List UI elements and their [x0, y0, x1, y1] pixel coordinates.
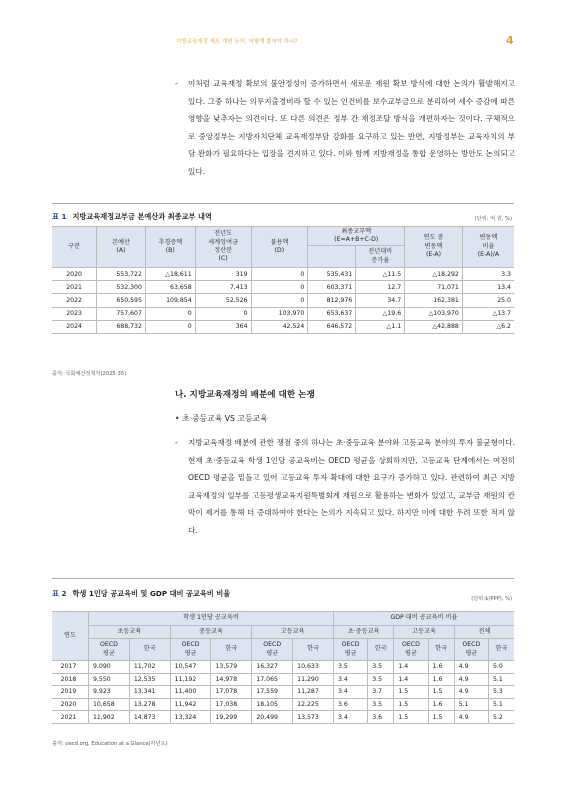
table1-cell: 13.4 — [462, 281, 514, 294]
th-level: 전체 — [454, 626, 514, 639]
table2-row — [52, 698, 514, 711]
th-korea: 한국 — [211, 639, 252, 661]
table2-cell: 16,327 — [252, 661, 293, 674]
table2-cell: 9,923 — [89, 686, 130, 699]
table2-cell: 3.4 — [333, 711, 367, 724]
bullet-item — [175, 413, 268, 424]
table2-cell: 10,547 — [170, 661, 211, 674]
table1-cell: 42,524 — [251, 320, 308, 333]
table2-cell: 14,978 — [211, 673, 252, 686]
th-level: 초·중등교육 — [333, 626, 393, 639]
table2-cell: 4.9 — [454, 673, 488, 686]
th-year: 연도 — [52, 612, 89, 661]
table2-cell: 1.5 — [394, 698, 428, 711]
table1 — [52, 226, 514, 334]
table1-cell: △19.6 — [356, 307, 405, 320]
table2-cell: 3.4 — [333, 686, 367, 699]
table2-cell: 13,573 — [293, 711, 334, 724]
table2-cell: 3.4 — [333, 673, 367, 686]
table1-cell: 25.0 — [462, 294, 514, 307]
table2-row — [52, 673, 514, 686]
th-yearchg: 연도 중 변동액 (E-A) — [405, 227, 463, 268]
table1-cell: △6.2 — [462, 320, 514, 333]
table1-cell: △18,611 — [145, 268, 195, 281]
th-unpaid: 불용액 (D) — [251, 227, 308, 268]
table1-cell: 812,976 — [308, 294, 356, 307]
table1-cell: △13.7 — [462, 307, 514, 320]
table2-row — [52, 661, 514, 674]
table2-cell: 5.3 — [488, 686, 514, 699]
page-number: 4 — [506, 34, 514, 47]
table2-cell: 13,341 — [129, 686, 170, 699]
table2-cell: 19,299 — [211, 711, 252, 724]
bullet-marker: • — [175, 414, 180, 423]
table2-cell: 13,278 — [129, 698, 170, 711]
table2-cell: 1.6 — [428, 661, 454, 674]
table1-number: 표 1 — [52, 212, 67, 221]
th-korea: 한국 — [368, 639, 394, 661]
table2-source: 출처: oecd.org, Education at a Glance(각년도) — [52, 741, 168, 747]
table2-cell: 3.5 — [368, 661, 394, 674]
table1-cell: 2024 — [52, 320, 97, 333]
table1-cell: 688,732 — [97, 320, 146, 333]
table1-cell: 63,658 — [145, 281, 195, 294]
th-level: 초등교육 — [89, 626, 171, 639]
table2-cell: 18,105 — [252, 698, 293, 711]
table2 — [52, 611, 514, 724]
table1-cell: △11.5 — [356, 268, 405, 281]
table1-cell: 109,854 — [145, 294, 195, 307]
table2-cell: 11,287 — [293, 686, 334, 699]
table2-caption — [52, 589, 230, 599]
table1-cell: 603,371 — [308, 281, 356, 294]
table2-cell: 1.4 — [394, 673, 428, 686]
th-yoy: 전년대비 증가율 — [356, 246, 405, 268]
paragraph-2 — [175, 434, 515, 540]
th-level: 고등교육 — [252, 626, 334, 639]
table2-cell: 9,550 — [89, 673, 130, 686]
table2-row — [52, 686, 514, 699]
table2-cell: 14,873 — [129, 711, 170, 724]
table1-cell: 0 — [145, 307, 195, 320]
table1-cell: 71,071 — [405, 281, 463, 294]
table1-cell: 532,300 — [97, 281, 146, 294]
table1-cell: 2023 — [52, 307, 97, 320]
table2-cell: 4.9 — [454, 686, 488, 699]
table1-cell: 2021 — [52, 281, 97, 294]
table1-cell: 0 — [195, 307, 251, 320]
table1-cell: 3.3 — [462, 268, 514, 281]
paragraph-1-text: 이처럼 교육재정 확보의 불안정성이 증가하면서 새로운 재원 확보 방식에 대한 논의가 활발해지고 있다. 그중 하나는 의무지출경비라 할 수 있는 인건비를 보수교부금으로 분리하여 세수 증감에 따른 영향을 낮추자는 의견이다. 또 다른 의견은 정부 간 재정조달 방식을 개편하자는 것이다. 구체적으로 중앙정부는 지방자치단체 교육재정부담 강화를 요구하고 있는 반면, 지방정부는 교육자치의 부담 완화가 필요하다는 입장을 견지하고 있다. 이와 함께 지방재정을 통합 운영하는 방안도 논의되고 있다. — [188, 79, 515, 176]
table1-cell: 319 — [195, 268, 251, 281]
paragraph-2-text: 지방교육재정 배분에 관한 쟁점 중의 하나는 초·중등교육 분야와 고등교육 분야의 투자 불균형이다. 현재 초·중등교육 학생 1인당 공교육비는 OECD 평균을 상회하지만, 고등교육 단계에서는 여전히 OECD 평균을 밑돌고 있어 고등교육 투자 확대에 대한 요구가 증가하고 있다. 관련하여 최근 지방교육재정의 일부를 고등평생교육지원특별회계 재원으로 활용하는 변화가 있었고, 교부금 재원의 칸막이 제거를 통해 더 증대하여야 한다는 논의가 지속되고 있다. 하지만 이에 대한 우려 또한 적지 않다. — [188, 438, 515, 535]
running-title: 지방교육재정 제도 개편 논의, 어떻게 풀어야 하나? — [176, 39, 298, 45]
table1-cell: 34.7 — [356, 294, 405, 307]
th-oecd: OECD 평균 — [333, 639, 367, 661]
table2-cell: 11,290 — [293, 673, 334, 686]
th-oecd: OECD 평균 — [170, 639, 211, 661]
section-heading: 나. 지방교육재정의 배분에 대한 논쟁 — [175, 390, 315, 400]
table2-cell: 1.5 — [394, 711, 428, 724]
table2-cell: 5.2 — [488, 711, 514, 724]
table1-cell: 52,526 — [195, 294, 251, 307]
table1-cell: 0 — [251, 294, 308, 307]
th-korea: 한국 — [428, 639, 454, 661]
th-korea: 한국 — [129, 639, 170, 661]
th-level: 고등교육 — [394, 626, 454, 639]
table2-cell: 3.7 — [368, 686, 394, 699]
th-korea: 한국 — [488, 639, 514, 661]
table2-number: 표 2 — [52, 589, 67, 598]
table2-cell: 11,400 — [170, 686, 211, 699]
th-group-left: 학생 1인당 공교육비 — [89, 612, 334, 626]
table1-row — [52, 268, 514, 281]
th-supp: 추경증액 (B) — [145, 227, 195, 268]
table2-cell: 13,324 — [170, 711, 211, 724]
table2-cell: 11,942 — [170, 698, 211, 711]
th-oecd: OECD 평균 — [252, 639, 293, 661]
table1-cell: 646,572 — [308, 320, 356, 333]
table1-cell: 12.7 — [356, 281, 405, 294]
th-oecd: OECD 평균 — [89, 639, 130, 661]
table2-cell: 2020 — [52, 698, 89, 711]
table1-cell: 364 — [195, 320, 251, 333]
table2-cell: 4.9 — [454, 711, 488, 724]
th-level: 중등교육 — [170, 626, 252, 639]
divider — [52, 203, 514, 204]
table2-cell: 2017 — [52, 661, 89, 674]
table2-cell: 1.5 — [394, 686, 428, 699]
table2-cell: 11,902 — [89, 711, 130, 724]
table1-cell: 757,607 — [97, 307, 146, 320]
table1-row — [52, 281, 514, 294]
table1-row — [52, 307, 514, 320]
table1-cell: 0 — [251, 281, 308, 294]
table2-row — [52, 711, 514, 724]
table1-cell: 103,970 — [251, 307, 308, 320]
table2-cell: 3.6 — [368, 711, 394, 724]
table2-cell: 3.5 — [368, 698, 394, 711]
table1-title: 지방교육재정교부금 본예산과 최종교부 내역 — [72, 212, 212, 221]
table2-cell: 12,225 — [293, 698, 334, 711]
table2-cell: 13,579 — [211, 661, 252, 674]
table1-cell: △42,888 — [405, 320, 463, 333]
bullet-text: 초·중등교육 VS 고등교육 — [182, 414, 268, 423]
table2-cell: 2021 — [52, 711, 89, 724]
table2-cell: 2019 — [52, 686, 89, 699]
table1-row — [52, 294, 514, 307]
th-group-right: GDP 대비 공교육비 비율 — [333, 612, 514, 626]
table2-unit: (단위:$(PPP), %) — [471, 596, 512, 602]
th-settle: 전년도 세계잉여금 정산분 (C) — [195, 227, 251, 268]
table1-cell: △103,970 — [405, 307, 463, 320]
th-year: 구분 — [52, 227, 97, 268]
table1-unit: (단위: 억 원, %) — [474, 216, 512, 222]
table1-caption — [52, 212, 212, 222]
th-oecd: OECD 평균 — [394, 639, 428, 661]
table1-cell: △18,292 — [405, 268, 463, 281]
table2-cell: 17,065 — [252, 673, 293, 686]
table2-cell: 1.6 — [428, 673, 454, 686]
table2-cell: 3.6 — [333, 698, 367, 711]
table2-cell: 12,535 — [129, 673, 170, 686]
table2-cell: 5.0 — [488, 661, 514, 674]
table2-title: 학생 1인당 공교육비 및 GDP 대비 공교육비 비율 — [72, 589, 231, 598]
table2-cell: 17,559 — [252, 686, 293, 699]
th-korea: 한국 — [293, 639, 334, 661]
table1-cell: 2020 — [52, 268, 97, 281]
table2-cell: 5.1 — [454, 698, 488, 711]
table2-cell: 3.5 — [333, 661, 367, 674]
table1-cell: 0 — [145, 320, 195, 333]
table2-cell: 1.5 — [428, 686, 454, 699]
table1-cell: 653,637 — [308, 307, 356, 320]
table1-row — [52, 320, 514, 333]
table1-cell: 162,381 — [405, 294, 463, 307]
table1-cell: 0 — [251, 268, 308, 281]
table2-cell: 4.9 — [454, 661, 488, 674]
table2-cell: 17,078 — [211, 686, 252, 699]
table1-cell: △1.1 — [356, 320, 405, 333]
table1-cell: 553,722 — [97, 268, 146, 281]
table2-cell: 10,633 — [293, 661, 334, 674]
table2-cell: 17,038 — [211, 698, 252, 711]
th-final: 최종교부액 (E=A+B+C-D) — [308, 227, 405, 246]
th-ratio: 변동액 비율 (E-A)/A — [462, 227, 514, 268]
table1-source: 출처: 국회예산정책처(2025:35). — [52, 371, 128, 377]
table2-cell: 5.1 — [488, 698, 514, 711]
divider — [52, 578, 514, 579]
table2-cell: 2018 — [52, 673, 89, 686]
table1-cell: 2022 — [52, 294, 97, 307]
th-oecd: OECD 평균 — [454, 639, 488, 661]
dash-marker: - — [175, 79, 178, 88]
table1-cell: 535,431 — [308, 268, 356, 281]
th-budget: 본예산 (A) — [97, 227, 146, 268]
table1-cell: 7,413 — [195, 281, 251, 294]
table2-cell: 5.1 — [488, 673, 514, 686]
table2-cell: 1.6 — [428, 698, 454, 711]
table2-cell: 3.5 — [368, 673, 394, 686]
paragraph-1 — [175, 75, 515, 181]
dash-marker: - — [175, 438, 178, 447]
table2-cell: 1.4 — [394, 661, 428, 674]
table2-cell: 10,658 — [89, 698, 130, 711]
table2-cell: 1.5 — [428, 711, 454, 724]
table2-cell: 11,192 — [170, 673, 211, 686]
table1-cell: 650,595 — [97, 294, 146, 307]
table2-cell: 11,702 — [129, 661, 170, 674]
table2-cell: 9,090 — [89, 661, 130, 674]
th-final-amount — [308, 246, 356, 268]
table2-cell: 20,499 — [252, 711, 293, 724]
